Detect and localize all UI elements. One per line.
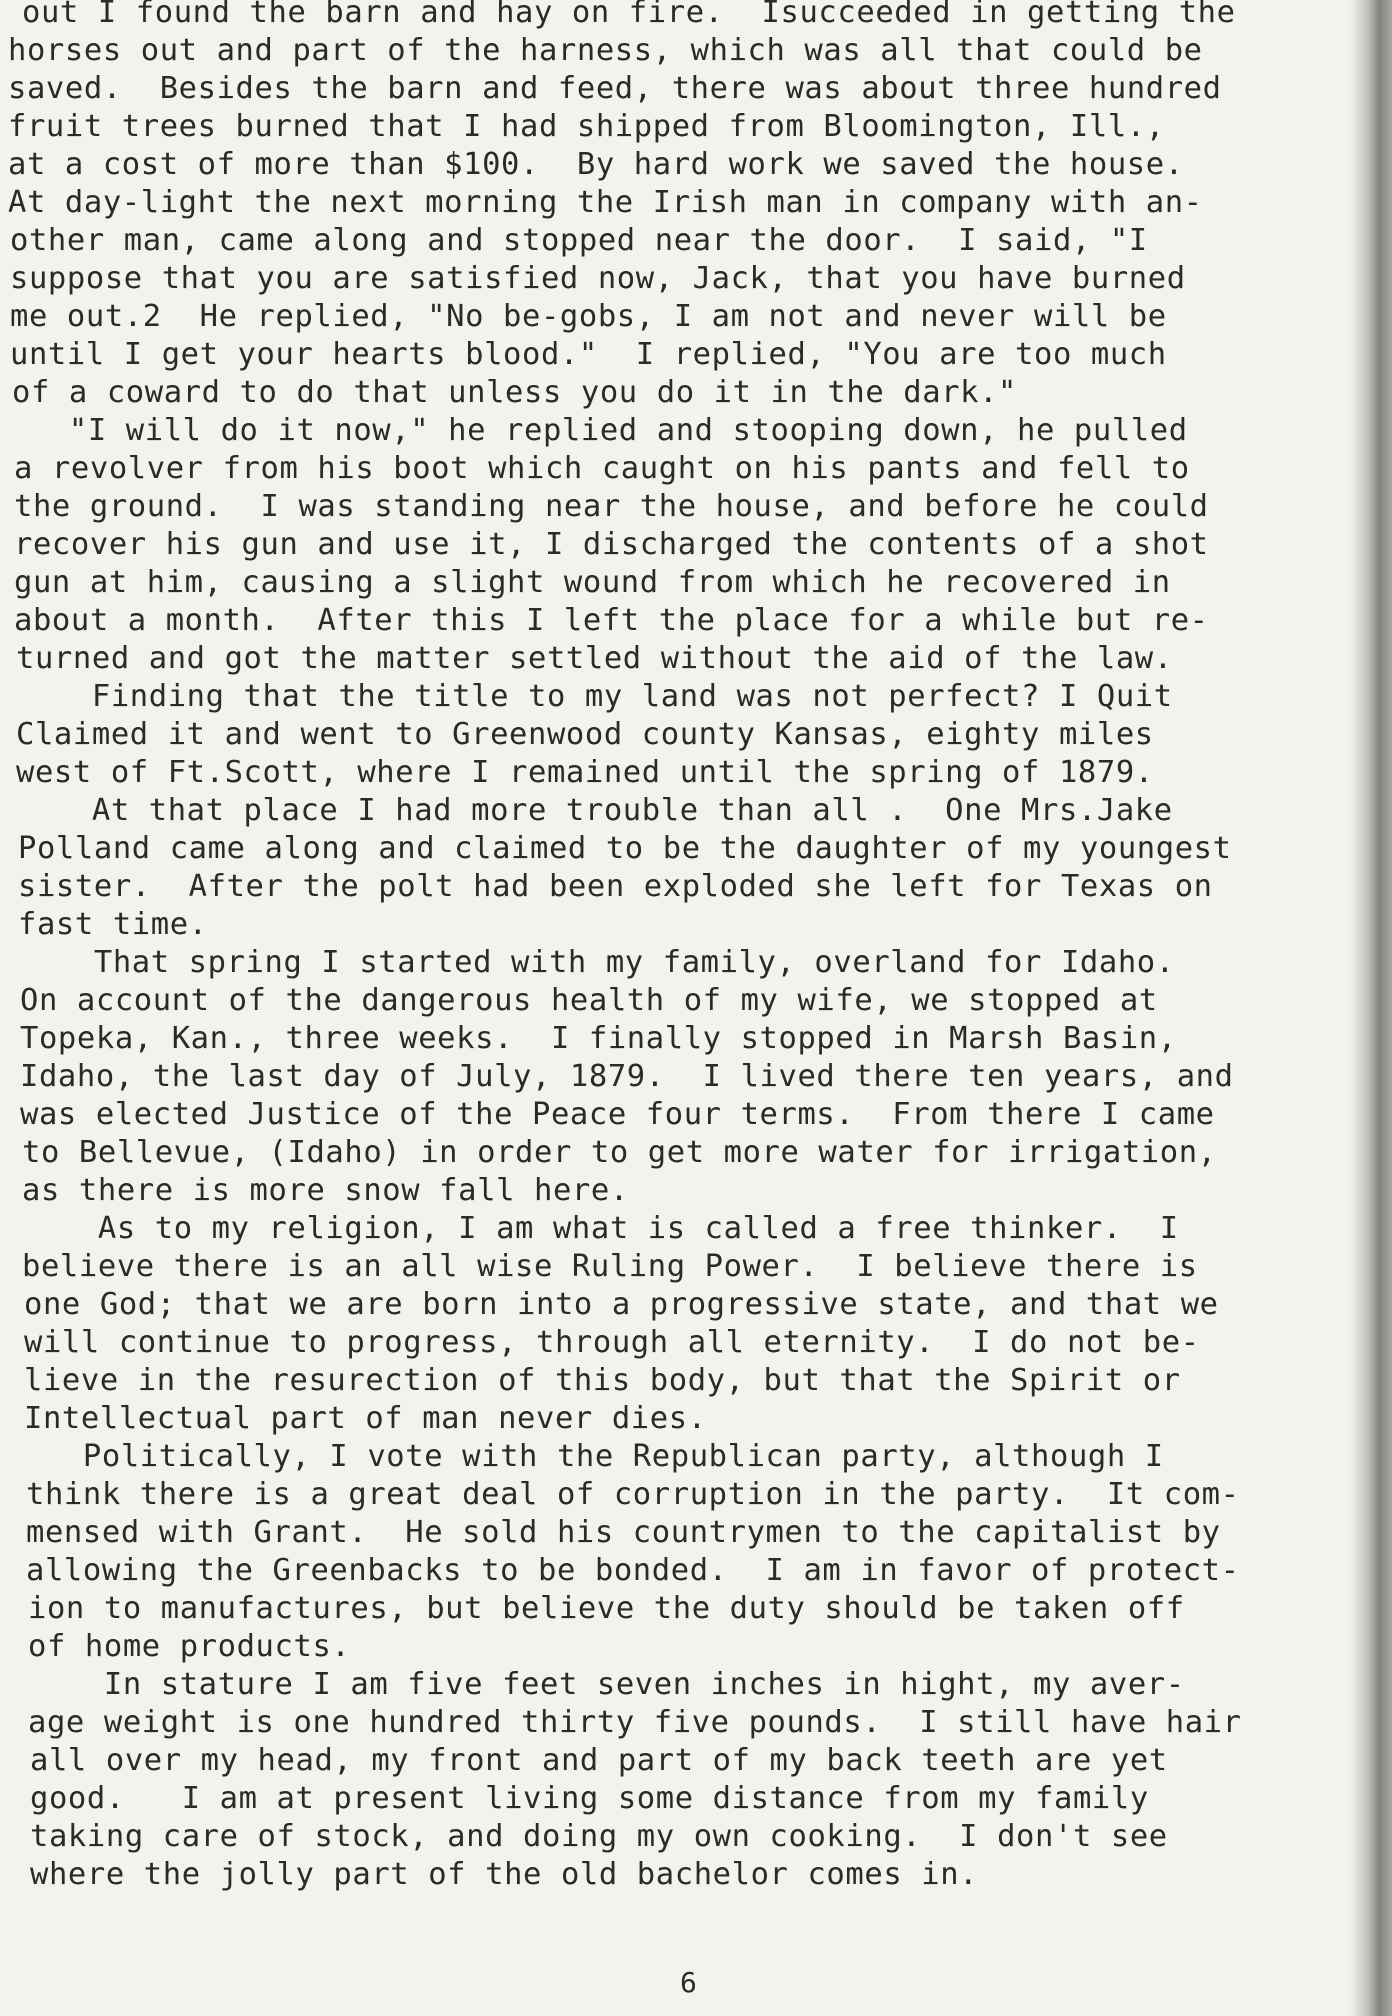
text-line: Idaho, the last day of July, 1879. I lived there ten years, and xyxy=(20,1059,1234,1094)
text-line: a revolver from his boot which caught on his pants and fell to xyxy=(14,451,1190,486)
text-line: horses out and part of the harness, which was all that could be xyxy=(8,33,1203,68)
text-line: "I will do it now," he replied and stooping down, he pulled xyxy=(12,413,1188,448)
text-line: gun at him, causing a slight wound from which he recovered in xyxy=(14,565,1171,600)
text-line: out I found the barn and hay on fire. Isucceeded in getting the xyxy=(22,0,1236,30)
text-line: lieve in the resurection of this body, but that the Spirit or xyxy=(24,1363,1181,1398)
text-line: As to my religion, I am what is called a free thinker. I xyxy=(22,1211,1179,1246)
text-line: sister. After the polt had been exploded she left for Texas on xyxy=(18,869,1213,904)
text-line: age weight is one hundred thirty five pounds. I still have hair xyxy=(28,1705,1242,1740)
text-line: Polland came along and claimed to be the daughter of my youngest xyxy=(18,831,1232,866)
text-line: west of Ft.Scott, where I remained until the spring of 1879. xyxy=(16,755,1154,790)
text-line: one God; that we are born into a progressive state, and that we xyxy=(24,1287,1219,1322)
scan-edge-shadow xyxy=(1350,0,1392,2016)
text-line: all over my head, my front and part of my back teeth are yet xyxy=(30,1743,1168,1778)
text-line: think there is a great deal of corruption in the party. It com- xyxy=(26,1477,1240,1512)
text-line: ion to manufactures, but believe the duty should be taken off xyxy=(28,1591,1185,1626)
text-line: saved. Besides the barn and feed, there was about three hundred xyxy=(8,71,1222,106)
text-line: Claimed it and went to Greenwood county Kansas, eighty miles xyxy=(16,717,1154,752)
text-line: At day-light the next morning the Irish man in company with an- xyxy=(8,185,1203,220)
text-line: Intellectual part of man never dies. xyxy=(24,1401,707,1436)
text-line: mensed with Grant. He sold his countrymen to the capitalist by xyxy=(26,1515,1221,1550)
text-line: was elected Justice of the Peace four terms. From there I came xyxy=(20,1097,1215,1132)
text-line: of home products. xyxy=(28,1629,351,1664)
text-line: the ground. I was standing near the house, and before he could xyxy=(14,489,1209,524)
text-line: At that place I had more trouble than all . One Mrs.Jake xyxy=(16,793,1173,828)
text-line: fast time. xyxy=(18,907,208,942)
text-line: Finding that the title to my land was not perfect? I Quit xyxy=(16,679,1173,714)
text-line: taking care of stock, and doing my own cooking. I don't see xyxy=(30,1819,1168,1854)
text-line: of a coward to do that unless you do it in the dark." xyxy=(12,375,1018,410)
text-line: at a cost of more than $100. By hard work we saved the house. xyxy=(8,147,1184,182)
text-line: as there is more snow fall here. xyxy=(22,1173,629,1208)
text-line: In stature I am five feet seven inches in hight, my aver- xyxy=(28,1667,1185,1702)
text-line: fruit trees burned that I had shipped from Bloomington, Ill., xyxy=(8,109,1165,144)
text-line: me out.2 He replied, "No be-gobs, I am not and never will be xyxy=(10,299,1167,334)
text-line: will continue to progress, through all eternity. I do not be- xyxy=(24,1325,1200,1360)
text-line: about a month. After this I left the place for a while but re- xyxy=(14,603,1209,638)
text-line: Politically, I vote with the Republican party, although I xyxy=(26,1439,1164,1474)
text-line: Topeka, Kan., three weeks. I finally stopped in Marsh Basin, xyxy=(20,1021,1177,1056)
text-line: recover his gun and use it, I discharged the contents of a shot xyxy=(14,527,1209,562)
text-line: turned and got the matter settled without the aid of the law. xyxy=(16,641,1173,676)
text-line: suppose that you are satisfied now, Jack, that you have burned xyxy=(10,261,1186,296)
text-line: believe there is an all wise Ruling Power. I believe there is xyxy=(22,1249,1198,1284)
text-line: other man, came along and stopped near the door. I said, "I xyxy=(10,223,1148,258)
text-line: where the jolly part of the old bachelor comes in. xyxy=(30,1857,979,1892)
text-line: until I get your hearts blood." I replied, "You are too much xyxy=(10,337,1167,372)
text-line: On account of the dangerous health of my wife, we stopped at xyxy=(20,983,1158,1018)
text-line: good. I am at present living some distance from my family xyxy=(30,1781,1149,1816)
text-line: allowing the Greenbacks to be bonded. I am in favor of protect- xyxy=(26,1553,1240,1588)
text-line: That spring I started with my family, overland for Idaho. xyxy=(18,945,1175,980)
text-line: to Bellevue, (Idaho) in order to get more water for irrigation, xyxy=(22,1135,1217,1170)
page-number: 6 xyxy=(680,1966,697,1999)
